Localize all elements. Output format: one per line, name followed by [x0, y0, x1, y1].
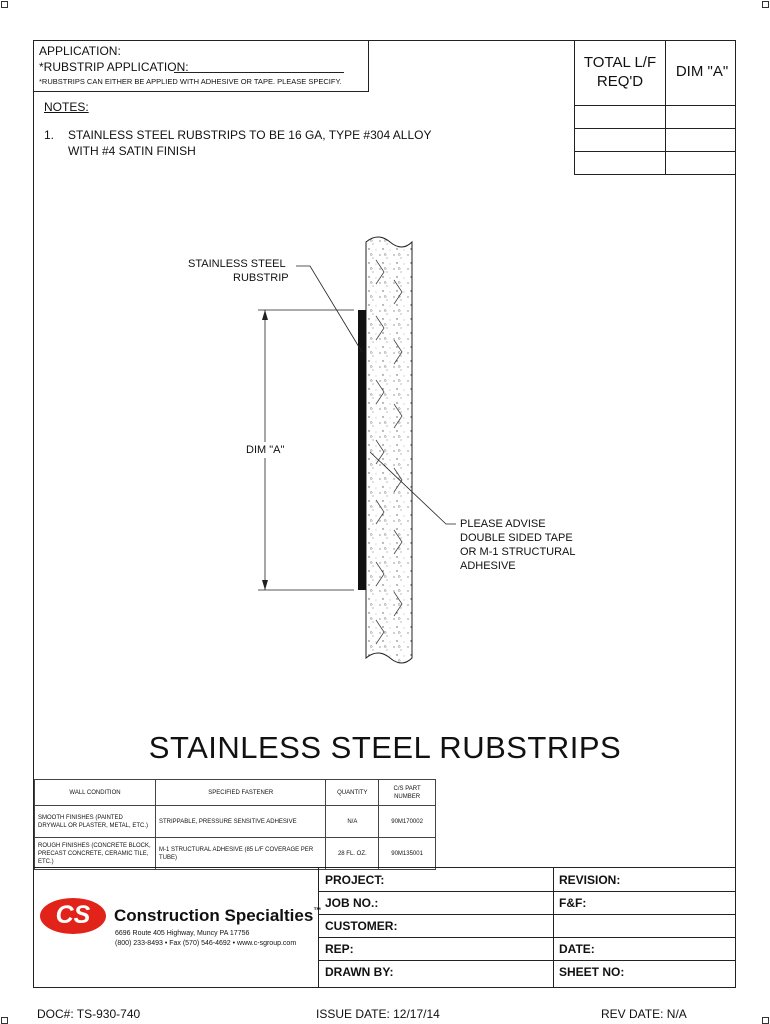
note-number: 1.: [44, 128, 55, 142]
wall-section: [366, 237, 412, 663]
rubstrip-label-1: STAINLESS STEEL: [188, 258, 286, 270]
cell-quantity: N/A: [326, 806, 379, 838]
job-no-label: JOB NO.:: [325, 896, 379, 910]
rubstrip-label-2: RUBSTRIP: [233, 272, 289, 284]
main-title: STAINLESS STEEL RUBSTRIPS: [148, 730, 622, 765]
project-label: PROJECT:: [325, 873, 385, 887]
table-row: [35, 838, 436, 870]
spec-header-dim: DIM "A": [675, 63, 729, 80]
title-block-row-line: [318, 891, 736, 892]
cell-part-number: 90M170002: [379, 806, 436, 838]
date-label: DATE:: [559, 942, 595, 956]
application-title: APPLICATION:: [39, 44, 121, 58]
application-note: *RUBSTRIPS CAN EITHER BE APPLIED WITH ADHESIVE OR TAPE. PLEASE SPECIFY.: [39, 77, 342, 86]
ff-label: F&F:: [559, 896, 587, 910]
header-specified-fastener: SPECIFIED FASTENER: [156, 780, 326, 806]
company-name-text: Construction Specialties: [114, 906, 314, 925]
adhesive-label-3: OR M-1 STRUCTURAL: [460, 546, 576, 558]
cell-fastener: M-1 STRUCTURAL ADHESIVE (85 L/F COVERAGE PER TUBE): [156, 838, 326, 870]
note-line-1: STAINLESS STEEL RUBSTRIPS TO BE 16 GA, TYPE #304 ALLOY: [68, 128, 432, 142]
title-block-divider: [318, 867, 319, 988]
cell-wall-condition: ROUGH FINISHES (CONCRETE BLOCK, PRECAST CONCRETE, CERAMIC TILE, ETC.): [35, 838, 156, 870]
cell-quantity: 28 FL. OZ.: [326, 838, 379, 870]
title-block-top-line: [33, 867, 736, 868]
cell-fastener: STRIPPABLE, PRESSURE SENSITIVE ADHESIVE: [156, 806, 326, 838]
title-block-row-line: [318, 937, 736, 938]
rubstrip-application-label: *RUBSTRIP APPLICATION:: [39, 60, 189, 74]
company-name: [114, 906, 321, 926]
header-part-number: C/S PART NUMBER: [379, 780, 436, 806]
sheet-no-label: SHEET NO:: [559, 965, 625, 979]
company-address: 6696 Route 405 Highway, Muncy PA 17756: [115, 930, 250, 937]
company-contact: (800) 233-8493 • Fax (570) 546-4692 • www.c-sgroup.com: [115, 940, 297, 947]
drawn-by-label: DRAWN BY:: [325, 965, 394, 979]
notes-title: NOTES:: [44, 100, 89, 114]
company-logo-text: CS: [55, 901, 91, 929]
rev-date: REV DATE: N/A: [601, 1007, 687, 1021]
doc-number: DOC#: TS-930-740: [37, 1007, 141, 1021]
header-wall-condition: WALL CONDITION: [35, 780, 156, 806]
adhesive-label-2: DOUBLE SIDED TAPE: [460, 532, 573, 544]
issue-date: ISSUE DATE: 12/17/14: [316, 1007, 440, 1021]
title-block-divider: [553, 867, 554, 988]
corner-mark: [1, 1017, 8, 1024]
rep-label: REP:: [325, 942, 354, 956]
cell-part-number: 90M135001: [379, 838, 436, 870]
table-header-row: [35, 780, 436, 806]
customer-label: CUSTOMER:: [325, 919, 398, 933]
cell-wall-condition: SMOOTH FINISHES (PAINTED DRYWALL OR PLASTER, METAL, ETC.): [35, 806, 156, 838]
title-block-row-line: [318, 914, 736, 915]
corner-mark: [762, 1017, 769, 1024]
adhesive-label-1: PLEASE ADVISE: [460, 518, 546, 530]
adhesive-label-4: ADHESIVE: [460, 560, 516, 572]
table-row: [35, 806, 436, 838]
revision-label: REVISION:: [559, 873, 621, 887]
dim-a-label: DIM "A": [246, 444, 285, 456]
trademark: ™: [313, 906, 322, 915]
header-quantity: QUANTITY: [326, 780, 379, 806]
fastener-table: [34, 779, 436, 870]
note-line-2: WITH #4 SATIN FINISH: [68, 144, 196, 158]
spec-header-total: TOTAL L/F REQ'D: [583, 54, 657, 90]
title-block-row-line: [318, 960, 736, 961]
